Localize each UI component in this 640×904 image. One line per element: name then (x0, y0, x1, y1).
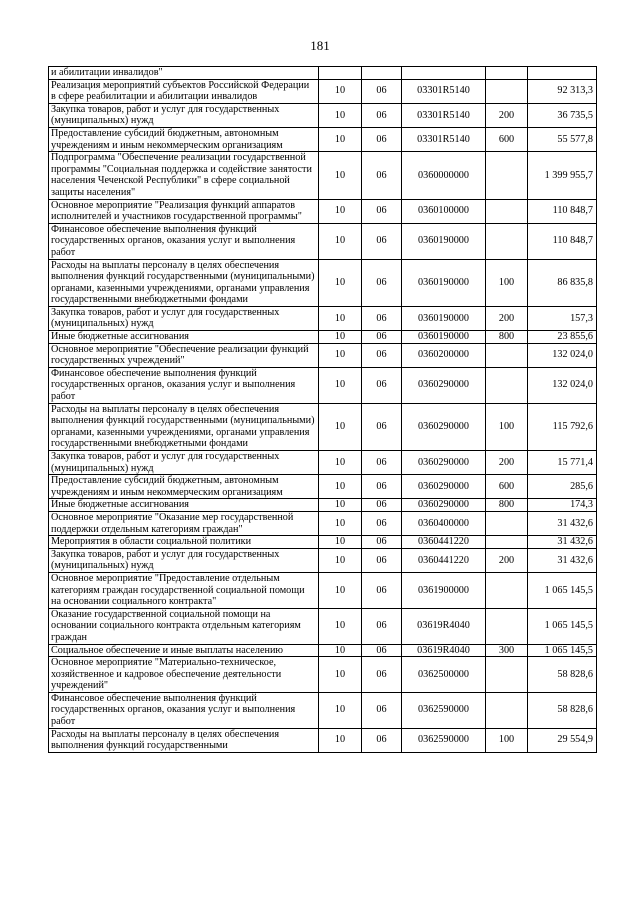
row-subsection: 06 (362, 657, 402, 693)
row-expense-type (486, 152, 528, 199)
row-expense-type (486, 692, 528, 728)
row-amount: 36 735,5 (528, 103, 597, 127)
row-subsection: 06 (362, 511, 402, 535)
row-subsection: 06 (362, 127, 402, 151)
row-target-article: 0360290000 (402, 475, 486, 499)
row-subsection: 06 (362, 223, 402, 259)
row-target-article: 0360190000 (402, 223, 486, 259)
row-name: Финансовое обеспечение выполнения функций государственных органов, оказания услуг и выполнения работ (49, 692, 319, 728)
row-subsection: 06 (362, 259, 402, 306)
row-amount: 110 848,7 (528, 199, 597, 223)
table-row (49, 367, 597, 403)
row-subsection: 06 (362, 367, 402, 403)
row-section (319, 67, 362, 80)
row-amount: 1 399 955,7 (528, 152, 597, 199)
table-row (49, 259, 597, 306)
row-subsection: 06 (362, 499, 402, 512)
row-amount: 31 432,6 (528, 511, 597, 535)
row-subsection: 06 (362, 152, 402, 199)
row-section: 10 (319, 728, 362, 752)
row-section: 10 (319, 451, 362, 475)
table-row (49, 657, 597, 693)
row-target-article: 0360290000 (402, 403, 486, 450)
row-name: и абилитации инвалидов" (49, 67, 319, 80)
row-expense-type: 100 (486, 728, 528, 752)
table-row (49, 536, 597, 549)
row-name: Иные бюджетные ассигнования (49, 499, 319, 512)
row-expense-type (486, 657, 528, 693)
row-name: Мероприятия в области социальной политики (49, 536, 319, 549)
row-subsection: 06 (362, 728, 402, 752)
row-name: Основное мероприятие "Предоставление отдельным категориям граждан государственной социальной помощи на основании социального контракта" (49, 572, 319, 608)
row-expense-type: 200 (486, 306, 528, 330)
table-row (49, 199, 597, 223)
row-amount: 31 432,6 (528, 548, 597, 572)
row-target-article: 0360190000 (402, 259, 486, 306)
row-amount (528, 67, 597, 80)
row-amount: 15 771,4 (528, 451, 597, 475)
row-subsection: 06 (362, 79, 402, 103)
row-amount: 31 432,6 (528, 536, 597, 549)
row-section: 10 (319, 259, 362, 306)
row-section: 10 (319, 536, 362, 549)
row-subsection: 06 (362, 451, 402, 475)
row-amount: 1 065 145,5 (528, 608, 597, 644)
row-subsection: 06 (362, 475, 402, 499)
table-row (49, 451, 597, 475)
table-row (49, 127, 597, 151)
row-subsection: 06 (362, 103, 402, 127)
table-row (49, 572, 597, 608)
row-subsection: 06 (362, 331, 402, 344)
row-subsection: 06 (362, 692, 402, 728)
row-name: Финансовое обеспечение выполнения функций государственных органов, оказания услуг и выполнения работ (49, 223, 319, 259)
row-expense-type (486, 67, 528, 80)
row-target-article: 0360100000 (402, 199, 486, 223)
table-row (49, 67, 597, 80)
row-section: 10 (319, 367, 362, 403)
table-row (49, 644, 597, 657)
row-amount: 132 024,0 (528, 343, 597, 367)
row-target-article: 0361900000 (402, 572, 486, 608)
row-target-article: 0360290000 (402, 367, 486, 403)
table-row (49, 152, 597, 199)
row-target-article: 0360190000 (402, 306, 486, 330)
row-section: 10 (319, 152, 362, 199)
row-expense-type: 600 (486, 127, 528, 151)
row-expense-type (486, 511, 528, 535)
row-name: Оказание государственной социальной помощи на основании социального контракта отдельным категориям граждан (49, 608, 319, 644)
row-target-article: 0362500000 (402, 657, 486, 693)
row-target-article: 03301R5140 (402, 127, 486, 151)
row-section: 10 (319, 79, 362, 103)
row-target-article: 03619R4040 (402, 608, 486, 644)
row-amount: 1 065 145,5 (528, 644, 597, 657)
row-subsection: 06 (362, 644, 402, 657)
row-expense-type (486, 367, 528, 403)
row-name: Закупка товаров, работ и услуг для государственных (муниципальных) нужд (49, 548, 319, 572)
row-name: Основное мероприятие "Материально-техническое, хозяйственное и кадровое обеспечение деятельности учреждений" (49, 657, 319, 693)
row-subsection: 06 (362, 572, 402, 608)
row-section: 10 (319, 608, 362, 644)
row-section: 10 (319, 403, 362, 450)
row-name: Финансовое обеспечение выполнения функций государственных органов, оказания услуг и выполнения работ (49, 367, 319, 403)
row-target-article: 0360400000 (402, 511, 486, 535)
row-section: 10 (319, 644, 362, 657)
row-target-article (402, 67, 486, 80)
row-expense-type (486, 79, 528, 103)
row-section: 10 (319, 499, 362, 512)
row-expense-type (486, 223, 528, 259)
budget-table (48, 66, 597, 753)
row-name: Закупка товаров, работ и услуг для государственных (муниципальных) нужд (49, 306, 319, 330)
row-section: 10 (319, 343, 362, 367)
row-expense-type: 100 (486, 259, 528, 306)
row-section: 10 (319, 692, 362, 728)
row-subsection: 06 (362, 608, 402, 644)
row-expense-type: 100 (486, 403, 528, 450)
row-expense-type: 600 (486, 475, 528, 499)
table-row (49, 475, 597, 499)
row-amount: 174,3 (528, 499, 597, 512)
row-name: Расходы на выплаты персоналу в целях обеспечения выполнения функций государственными (муниципальными) органами, казенными учреждениями, органами управления государственными внебюджетными фондами (49, 403, 319, 450)
row-name: Основное мероприятие "Реализация функций аппаратов исполнителей и участников государственной программы" (49, 199, 319, 223)
row-subsection (362, 67, 402, 80)
table-row (49, 608, 597, 644)
row-name: Закупка товаров, работ и услуг для государственных (муниципальных) нужд (49, 451, 319, 475)
table-row (49, 103, 597, 127)
table-row (49, 331, 597, 344)
table-row (49, 511, 597, 535)
row-amount: 23 855,6 (528, 331, 597, 344)
row-section: 10 (319, 657, 362, 693)
row-section: 10 (319, 572, 362, 608)
table-row (49, 499, 597, 512)
row-subsection: 06 (362, 548, 402, 572)
table-row (49, 79, 597, 103)
row-section: 10 (319, 199, 362, 223)
row-target-article: 0360290000 (402, 451, 486, 475)
row-target-article: 0362590000 (402, 692, 486, 728)
row-target-article: 03301R5140 (402, 103, 486, 127)
table-row (49, 728, 597, 752)
row-amount: 86 835,8 (528, 259, 597, 306)
row-expense-type: 200 (486, 548, 528, 572)
row-target-article: 0360200000 (402, 343, 486, 367)
row-name: Подпрограмма "Обеспечение реализации государственной программы "Социальная поддержка и содействие занятости населения Чеченской Республики" в сфере социальной защиты населения" (49, 152, 319, 199)
row-section: 10 (319, 331, 362, 344)
row-expense-type: 800 (486, 331, 528, 344)
row-amount: 110 848,7 (528, 223, 597, 259)
table-row (49, 343, 597, 367)
row-expense-type (486, 343, 528, 367)
row-section: 10 (319, 548, 362, 572)
table-row (49, 548, 597, 572)
row-expense-type (486, 199, 528, 223)
row-amount: 115 792,6 (528, 403, 597, 450)
row-name: Основное мероприятие "Оказание мер государственной поддержки отдельным категориям граждан" (49, 511, 319, 535)
row-subsection: 06 (362, 343, 402, 367)
row-target-article: 0360441220 (402, 548, 486, 572)
row-amount: 92 313,3 (528, 79, 597, 103)
row-section: 10 (319, 103, 362, 127)
row-amount: 58 828,6 (528, 692, 597, 728)
row-target-article: 0360441220 (402, 536, 486, 549)
row-expense-type (486, 608, 528, 644)
budget-table-body (49, 67, 597, 753)
row-section: 10 (319, 475, 362, 499)
row-subsection: 06 (362, 403, 402, 450)
row-target-article: 0360290000 (402, 499, 486, 512)
row-expense-type: 200 (486, 103, 528, 127)
row-name: Основное мероприятие "Обеспечение реализации функций государственных учреждений" (49, 343, 319, 367)
row-expense-type (486, 536, 528, 549)
row-amount: 1 065 145,5 (528, 572, 597, 608)
row-section: 10 (319, 306, 362, 330)
row-name: Предоставление субсидий бюджетным, автономным учреждениям и иным некоммерческим организациям (49, 475, 319, 499)
row-expense-type: 300 (486, 644, 528, 657)
row-target-article: 03619R4040 (402, 644, 486, 657)
table-row (49, 223, 597, 259)
row-name: Социальное обеспечение и иные выплаты населению (49, 644, 319, 657)
row-amount: 157,3 (528, 306, 597, 330)
page-number: 181 (310, 38, 330, 53)
row-target-article: 0362590000 (402, 728, 486, 752)
row-target-article: 0360190000 (402, 331, 486, 344)
row-subsection: 06 (362, 536, 402, 549)
row-section: 10 (319, 127, 362, 151)
row-amount: 58 828,6 (528, 657, 597, 693)
table-row (49, 306, 597, 330)
row-subsection: 06 (362, 199, 402, 223)
row-section: 10 (319, 511, 362, 535)
row-name: Закупка товаров, работ и услуг для государственных (муниципальных) нужд (49, 103, 319, 127)
row-expense-type: 200 (486, 451, 528, 475)
row-target-article: 0360000000 (402, 152, 486, 199)
row-expense-type (486, 572, 528, 608)
row-amount: 55 577,8 (528, 127, 597, 151)
row-name: Реализация мероприятий субъектов Российской Федерации в сфере реабилитации и абилитации инвалидов (49, 79, 319, 103)
row-target-article: 03301R5140 (402, 79, 486, 103)
row-name: Расходы на выплаты персоналу в целях обеспечения выполнения функций государственными (49, 728, 319, 752)
row-name: Иные бюджетные ассигнования (49, 331, 319, 344)
table-row (49, 403, 597, 450)
row-name: Предоставление субсидий бюджетным, автономным учреждениям и иным некоммерческим организациям (49, 127, 319, 151)
row-amount: 285,6 (528, 475, 597, 499)
row-section: 10 (319, 223, 362, 259)
row-expense-type: 800 (486, 499, 528, 512)
row-amount: 29 554,9 (528, 728, 597, 752)
table-row (49, 692, 597, 728)
row-subsection: 06 (362, 306, 402, 330)
row-amount: 132 024,0 (528, 367, 597, 403)
row-name: Расходы на выплаты персоналу в целях обеспечения выполнения функций государственными (муниципальными) органами, казенными учреждениями, органами управления государственными внебюджетными фондами (49, 259, 319, 306)
